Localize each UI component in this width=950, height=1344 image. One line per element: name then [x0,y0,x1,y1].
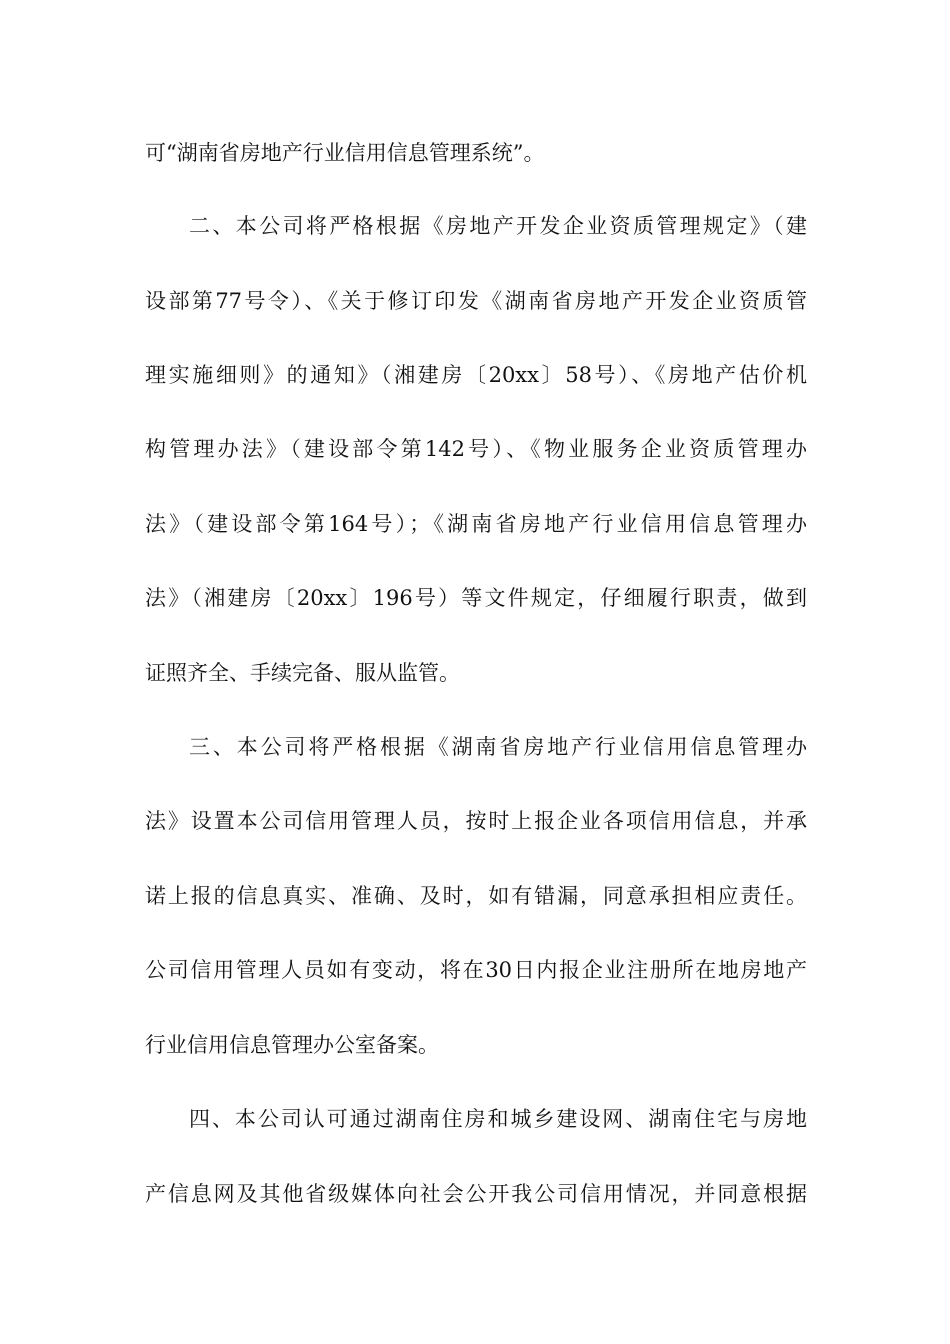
paragraph-3-line-1: 三、本公司将严格根据《湖南省房地产行业信用信息管理办 [189,735,807,759]
paragraph-3-line-5: 行业信用信息管理办公室备案。 [145,1033,439,1057]
paragraph-3-line-2: 法》设置本公司信用管理人员，按时上报企业各项信用信息，并承 [145,809,807,833]
paragraph-2-line-6: 法》（湘建房〔20xx〕196号）等文件规定，仔细履行职责，做到 [145,586,807,610]
paragraph-2-line-3: 理实施细则》的通知》（湘建房〔20xx〕58号）、《房地产估价机 [145,363,807,387]
paragraph-3-line-4: 公司信用管理人员如有变动，将在30日内报企业注册所在地房地产 [145,958,807,982]
paragraph-3-line-3: 诺上报的信息真实、准确、及时，如有错漏，同意承担相应责任。 [145,884,807,908]
paragraph-1-line-1: 可“湖南省房地产行业信用信息管理系统”。 [145,141,545,165]
paragraph-2-line-4: 构管理办法》（建设部令第142号）、《物业服务企业资质管理办 [145,437,807,461]
paragraph-2-line-1: 二、本公司将严格根据《房地产开发企业资质管理规定》（建 [189,214,807,238]
paragraph-2-line-2: 设部第77号令）、《关于修订印发《湖南省房地产开发企业资质管 [145,289,807,313]
paragraph-4-line-2: 产信息网及其他省级媒体向社会公开我公司信用情况，并同意根据 [145,1182,807,1206]
paragraph-4-line-1: 四、本公司认可通过湖南住房和城乡建设网、湖南住宅与房地 [189,1107,807,1131]
paragraph-2-line-5: 法》（建设部令第164号）；《湖南省房地产行业信用信息管理办 [145,512,807,536]
paragraph-2-line-7: 证照齐全、手续完备、服从监管。 [145,661,460,685]
